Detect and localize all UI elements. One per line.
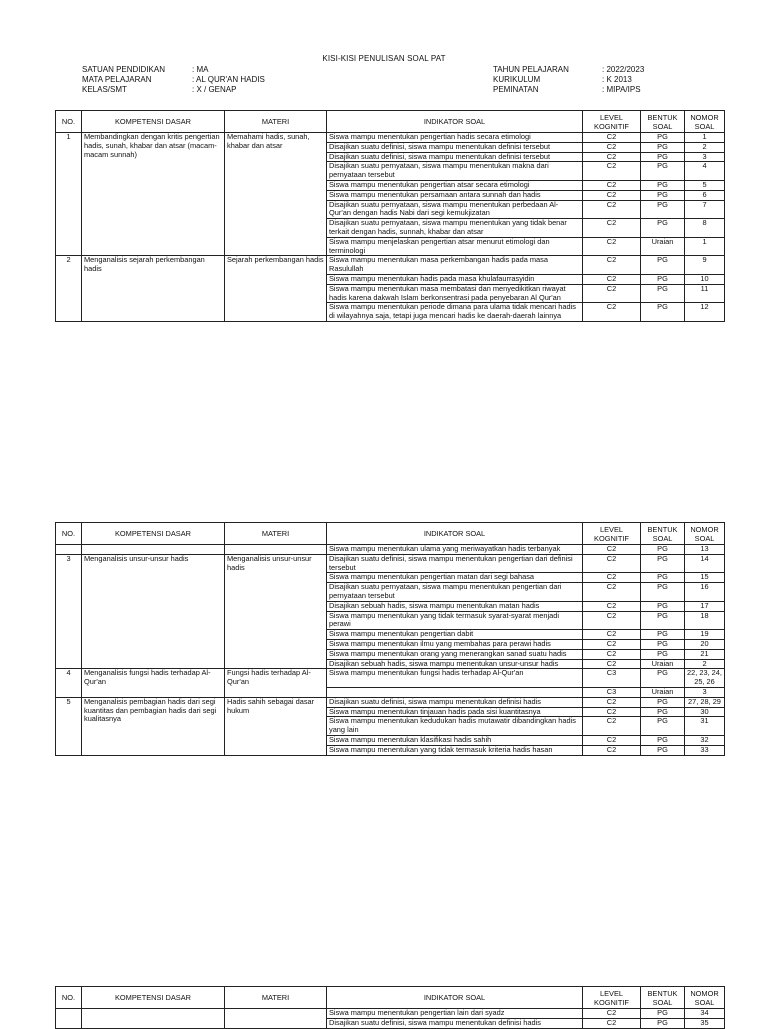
cell-indikator-soal: Siswa mampu menjelaskan pengertian atsar menurut etimologi dan terminologi xyxy=(327,237,583,256)
cell-no: 1 xyxy=(56,133,82,256)
cell-bentuk-soal: PG xyxy=(641,639,685,649)
cell-bentuk-soal: PG xyxy=(641,1018,685,1028)
table-row xyxy=(56,697,725,707)
cell-no: 3 xyxy=(56,554,82,669)
cell-nomor-soal: 15 xyxy=(685,573,725,583)
cell-indikator-soal: Siswa mampu menentukan fungsi hadis terhadap Al-Qur'an xyxy=(327,669,583,688)
cell-kompetensi-dasar: Menganalisis pembagian hadis dari segi kuantitas dan pembagian hadis dari segi kualitasnya xyxy=(82,697,225,755)
cell-nomor-soal: 33 xyxy=(685,745,725,755)
header-kompetensi-dasar: KOMPETENSI DASAR xyxy=(82,523,225,545)
cell-level-kognitif: C2 xyxy=(583,1018,641,1028)
header-nomor-soal: NOMOR SOAL xyxy=(685,523,725,545)
cell-indikator-soal: Siswa mampu menentukan pengertian lain dari syadz xyxy=(327,1009,583,1019)
cell-kompetensi-dasar xyxy=(82,1009,225,1029)
cell-indikator-soal: Siswa mampu menentukan orang yang menerangkan sanad suatu hadis xyxy=(327,649,583,659)
cell-materi: Menganalisis unsur-unsur hadis xyxy=(225,554,327,669)
cell-nomor-soal: 21 xyxy=(685,649,725,659)
cell-kompetensi-dasar: Membandingkan dengan kritis pengertian hadis, sunah, khabar dan atsar (macam-macam sunnah) xyxy=(82,133,225,256)
table-header-row xyxy=(56,523,725,545)
cell-level-kognitif: C2 xyxy=(583,152,641,162)
cell-bentuk-soal: PG xyxy=(641,669,685,688)
cell-bentuk-soal: PG xyxy=(641,219,685,238)
cell-materi xyxy=(225,1009,327,1029)
cell-level-kognitif: C2 xyxy=(583,649,641,659)
cell-nomor-soal: 18 xyxy=(685,611,725,630)
cell-indikator-soal: Disajikan suatu definisi, siswa mampu menentukan definisi hadis xyxy=(327,697,583,707)
cell-level-kognitif: C2 xyxy=(583,545,641,555)
cell-materi: Hadis sahih sebagai dasar hukum xyxy=(225,697,327,755)
cell-indikator-soal: Siswa mampu menentukan tinjauan hadis pada sisi kuantitasnya xyxy=(327,707,583,717)
header-materi: MATERI xyxy=(225,523,327,545)
cell-kompetensi-dasar: Menganalisis fungsi hadis terhadap Al-Qur'an xyxy=(82,669,225,697)
cell-indikator-soal: Siswa mampu menentukan persamaan antara sunnah dan hadis xyxy=(327,190,583,200)
cell-bentuk-soal: PG xyxy=(641,274,685,284)
cell-nomor-soal: 13 xyxy=(685,545,725,555)
table-row xyxy=(56,133,725,143)
cell-level-kognitif: C2 xyxy=(583,707,641,717)
cell-indikator-soal: Disajikan suatu definisi, siswa mampu menentukan definisi tersebut xyxy=(327,142,583,152)
cell-level-kognitif: C2 xyxy=(583,573,641,583)
cell-indikator-soal: Siswa mampu menentukan yang tidak termasuk kriteria hadis hasan xyxy=(327,745,583,755)
cell-nomor-soal: 1 xyxy=(685,237,725,256)
cell-indikator-soal: Disajikan suatu definisi, siswa mampu menentukan definisi tersebut xyxy=(327,152,583,162)
header-bentuk-soal: BENTUK SOAL xyxy=(641,111,685,133)
table-header-row xyxy=(56,111,725,133)
cell-nomor-soal: 34 xyxy=(685,1009,725,1019)
cell-level-kognitif: C2 xyxy=(583,717,641,736)
cell-bentuk-soal: PG xyxy=(641,133,685,143)
cell-no: 5 xyxy=(56,697,82,755)
cell-bentuk-soal: PG xyxy=(641,601,685,611)
cell-indikator-soal: Siswa mampu menentukan pengertian atsar secara etimologi xyxy=(327,180,583,190)
cell-bentuk-soal: PG xyxy=(641,717,685,736)
cell-bentuk-soal: PG xyxy=(641,745,685,755)
table-header-row xyxy=(56,987,725,1009)
cell-level-kognitif: C2 xyxy=(583,190,641,200)
cell-level-kognitif: C2 xyxy=(583,237,641,256)
table-row xyxy=(56,669,725,688)
cell-level-kognitif: C2 xyxy=(583,133,641,143)
cell-bentuk-soal: PG xyxy=(641,162,685,181)
cell-indikator-soal: Siswa mampu menentukan yang tidak termasuk syarat-syarat menjadi perawi xyxy=(327,611,583,630)
cell-nomor-soal: 31 xyxy=(685,717,725,736)
cell-level-kognitif: C2 xyxy=(583,554,641,573)
cell-nomor-soal: 6 xyxy=(685,190,725,200)
cell-indikator-soal: Disajikan suatu pernyataan, siswa mampu menentukan yang tidak benar terkait dengan hadis, sunnah, khabar dan atsar xyxy=(327,219,583,238)
cell-bentuk-soal: PG xyxy=(641,611,685,630)
cell-level-kognitif: C3 xyxy=(583,687,641,697)
cell-indikator-soal: Siswa mampu menentukan masa perkembangan hadis pada masa Rasulullah xyxy=(327,256,583,275)
cell-nomor-soal: 27, 28, 29 xyxy=(685,697,725,707)
table-row xyxy=(56,256,725,275)
cell-materi: Sejarah perkembangan hadis xyxy=(225,256,327,322)
cell-nomor-soal: 19 xyxy=(685,630,725,640)
cell-nomor-soal: 7 xyxy=(685,200,725,219)
cell-no xyxy=(56,1009,82,1029)
cell-bentuk-soal: Uraian xyxy=(641,237,685,256)
table-row xyxy=(56,545,725,555)
cell-indikator-soal: Siswa mampu menentukan pengertian matan dari segi bahasa xyxy=(327,573,583,583)
cell-indikator-soal xyxy=(327,687,583,697)
cell-nomor-soal: 17 xyxy=(685,601,725,611)
cell-bentuk-soal: PG xyxy=(641,256,685,275)
cell-nomor-soal: 9 xyxy=(685,256,725,275)
header-nomor-soal: NOMOR SOAL xyxy=(685,987,725,1009)
cell-bentuk-soal: PG xyxy=(641,284,685,303)
meta-peminatan: PEMINATAN : MIPA/IPS xyxy=(493,85,641,94)
meta-kelas-smt: KELAS/SMT : X / GENAP xyxy=(82,85,237,94)
cell-bentuk-soal: PG xyxy=(641,707,685,717)
cell-level-kognitif: C2 xyxy=(583,735,641,745)
kisi-table-1 xyxy=(55,110,725,322)
cell-nomor-soal: 8 xyxy=(685,219,725,238)
page-title: KISI-KISI PENULISAN SOAL PAT xyxy=(322,54,446,63)
cell-nomor-soal: 2 xyxy=(685,142,725,152)
cell-nomor-soal: 14 xyxy=(685,554,725,573)
cell-bentuk-soal: PG xyxy=(641,142,685,152)
cell-indikator-soal: Siswa mampu menentukan klasifikasi hadis sahih xyxy=(327,735,583,745)
cell-level-kognitif: C2 xyxy=(583,583,641,602)
header-level-kognitif: LEVEL KOGNITIF xyxy=(583,523,641,545)
header-indikator-soal: INDIKATOR SOAL xyxy=(327,987,583,1009)
cell-bentuk-soal: PG xyxy=(641,649,685,659)
cell-kompetensi-dasar: Menganalisis sejarah perkembangan hadis xyxy=(82,256,225,322)
cell-nomor-soal: 4 xyxy=(685,162,725,181)
cell-bentuk-soal: PG xyxy=(641,554,685,573)
cell-indikator-soal: Siswa mampu menentukan masa membatasi dan menyedikitkan riwayat hadis karena dakwah Islam berkonsentrasi pada penyebaran Al Qur'an xyxy=(327,284,583,303)
meta-right xyxy=(493,65,644,95)
cell-indikator-soal: Disajikan sebuah hadis, siswa mampu menentukan unsur-unsur hadis xyxy=(327,659,583,669)
cell-bentuk-soal: PG xyxy=(641,735,685,745)
cell-nomor-soal: 30 xyxy=(685,707,725,717)
header-kompetensi-dasar: KOMPETENSI DASAR xyxy=(82,987,225,1009)
cell-level-kognitif: C2 xyxy=(583,200,641,219)
header-no: NO. xyxy=(56,987,82,1009)
cell-indikator-soal: Siswa mampu menentukan kedudukan hadis mutawatir dibandingkan hadis yang lain xyxy=(327,717,583,736)
header-kompetensi-dasar: KOMPETENSI DASAR xyxy=(82,111,225,133)
header-bentuk-soal: BENTUK SOAL xyxy=(641,987,685,1009)
cell-indikator-soal: Disajikan sebuah hadis, siswa mampu menentukan matan hadis xyxy=(327,601,583,611)
cell-bentuk-soal: Uraian xyxy=(641,659,685,669)
cell-level-kognitif: C2 xyxy=(583,219,641,238)
header-nomor-soal: NOMOR SOAL xyxy=(685,111,725,133)
cell-nomor-soal: 20 xyxy=(685,639,725,649)
cell-nomor-soal: 32 xyxy=(685,735,725,745)
meta-satuan-pendidikan: SATUAN PENDIDIKAN : MA xyxy=(82,65,209,74)
table-row xyxy=(56,1009,725,1019)
cell-indikator-soal: Disajikan suatu definisi, siswa mampu menentukan definisi hadis xyxy=(327,1018,583,1028)
cell-nomor-soal: 3 xyxy=(685,152,725,162)
cell-kompetensi-dasar xyxy=(82,545,225,555)
cell-level-kognitif: C2 xyxy=(583,745,641,755)
meta-tahun-pelajaran: TAHUN PELAJARAN : 2022/2023 xyxy=(493,65,645,74)
meta-mata-pelajaran: MATA PELAJARAN : AL QUR'AN HADIS xyxy=(82,75,265,84)
cell-indikator-soal: Siswa mampu menentukan hadis pada masa khulafaurrasyidin xyxy=(327,274,583,284)
header-no: NO. xyxy=(56,523,82,545)
cell-nomor-soal: 11 xyxy=(685,284,725,303)
cell-nomor-soal: 10 xyxy=(685,274,725,284)
cell-level-kognitif: C2 xyxy=(583,697,641,707)
cell-nomor-soal: 16 xyxy=(685,583,725,602)
cell-bentuk-soal: PG xyxy=(641,303,685,322)
cell-nomor-soal: 5 xyxy=(685,180,725,190)
cell-level-kognitif: C2 xyxy=(583,639,641,649)
cell-indikator-soal: Siswa mampu menentukan ulama yang meriwayatkan hadis terbanyak xyxy=(327,545,583,555)
header-indikator-soal: INDIKATOR SOAL xyxy=(327,523,583,545)
cell-bentuk-soal: PG xyxy=(641,1009,685,1019)
cell-level-kognitif: C2 xyxy=(583,1009,641,1019)
meta-left xyxy=(82,65,265,95)
cell-indikator-soal: Siswa mampu menentukan ilmu yang membahas para perawi hadis xyxy=(327,639,583,649)
header-bentuk-soal: BENTUK SOAL xyxy=(641,523,685,545)
cell-no: 4 xyxy=(56,669,82,697)
cell-bentuk-soal: PG xyxy=(641,697,685,707)
kisi-table-2 xyxy=(55,522,725,756)
cell-level-kognitif: C2 xyxy=(583,659,641,669)
cell-nomor-soal: 12 xyxy=(685,303,725,322)
cell-bentuk-soal: PG xyxy=(641,180,685,190)
cell-materi: Fungsi hadis terhadap Al-Qur'an xyxy=(225,669,327,697)
cell-kompetensi-dasar: Menganalisis unsur-unsur hadis xyxy=(82,554,225,669)
cell-level-kognitif: C2 xyxy=(583,611,641,630)
cell-bentuk-soal: PG xyxy=(641,190,685,200)
cell-bentuk-soal: PG xyxy=(641,630,685,640)
cell-nomor-soal: 3 xyxy=(685,687,725,697)
cell-level-kognitif: C3 xyxy=(583,669,641,688)
table-row xyxy=(56,554,725,573)
cell-materi: Memahami hadis, sunah, khabar dan atsar xyxy=(225,133,327,256)
header-no: NO. xyxy=(56,111,82,133)
cell-indikator-soal: Disajikan suatu pernyataan, siswa mampu menentukan pengertian dari pernyataan tersebut xyxy=(327,583,583,602)
cell-indikator-soal: Disajikan suatu pernyataan, siswa mampu menentukan perbedaan Al-Qur'an dengan hadis Nabi dari segi kemukjizatan xyxy=(327,200,583,219)
cell-level-kognitif: C2 xyxy=(583,630,641,640)
cell-bentuk-soal: PG xyxy=(641,545,685,555)
cell-level-kognitif: C2 xyxy=(583,274,641,284)
meta-kurikulum: KURIKULUM : K 2013 xyxy=(493,75,632,84)
cell-bentuk-soal: PG xyxy=(641,573,685,583)
cell-level-kognitif: C2 xyxy=(583,180,641,190)
cell-bentuk-soal: PG xyxy=(641,200,685,219)
cell-no: 2 xyxy=(56,256,82,322)
cell-level-kognitif: C2 xyxy=(583,142,641,152)
header-indikator-soal: INDIKATOR SOAL xyxy=(327,111,583,133)
cell-level-kognitif: C2 xyxy=(583,303,641,322)
cell-level-kognitif: C2 xyxy=(583,162,641,181)
cell-bentuk-soal: Uraian xyxy=(641,687,685,697)
cell-indikator-soal: Siswa mampu menentukan pengertian hadis secara etimologi xyxy=(327,133,583,143)
cell-nomor-soal: 22, 23, 24, 25, 26 xyxy=(685,669,725,688)
cell-no xyxy=(56,545,82,555)
cell-indikator-soal: Siswa mampu menentukan pengertian dabit xyxy=(327,630,583,640)
cell-nomor-soal: 35 xyxy=(685,1018,725,1028)
cell-materi xyxy=(225,545,327,555)
cell-indikator-soal: Disajikan suatu pernyataan, siswa mampu menentukan makna dari pernyataan tersebut xyxy=(327,162,583,181)
cell-level-kognitif: C2 xyxy=(583,256,641,275)
header-level-kognitif: LEVEL KOGNITIF xyxy=(583,111,641,133)
cell-level-kognitif: C2 xyxy=(583,284,641,303)
cell-bentuk-soal: PG xyxy=(641,152,685,162)
cell-bentuk-soal: PG xyxy=(641,583,685,602)
cell-indikator-soal: Siswa mampu menentukan periode dimana para ulama tidak mencari hadis di wilayahnya saja, tetapi juga mencari hadis ke daerah-daerah lainnya xyxy=(327,303,583,322)
cell-indikator-soal: Disajikan suatu definisi, siswa mampu menentukan pengertian dari definisi tersebut xyxy=(327,554,583,573)
cell-level-kognitif: C2 xyxy=(583,601,641,611)
kisi-table-3 xyxy=(55,986,725,1029)
header-materi: MATERI xyxy=(225,111,327,133)
header-level-kognitif: LEVEL KOGNITIF xyxy=(583,987,641,1009)
cell-nomor-soal: 1 xyxy=(685,133,725,143)
header-materi: MATERI xyxy=(225,987,327,1009)
cell-nomor-soal: 2 xyxy=(685,659,725,669)
